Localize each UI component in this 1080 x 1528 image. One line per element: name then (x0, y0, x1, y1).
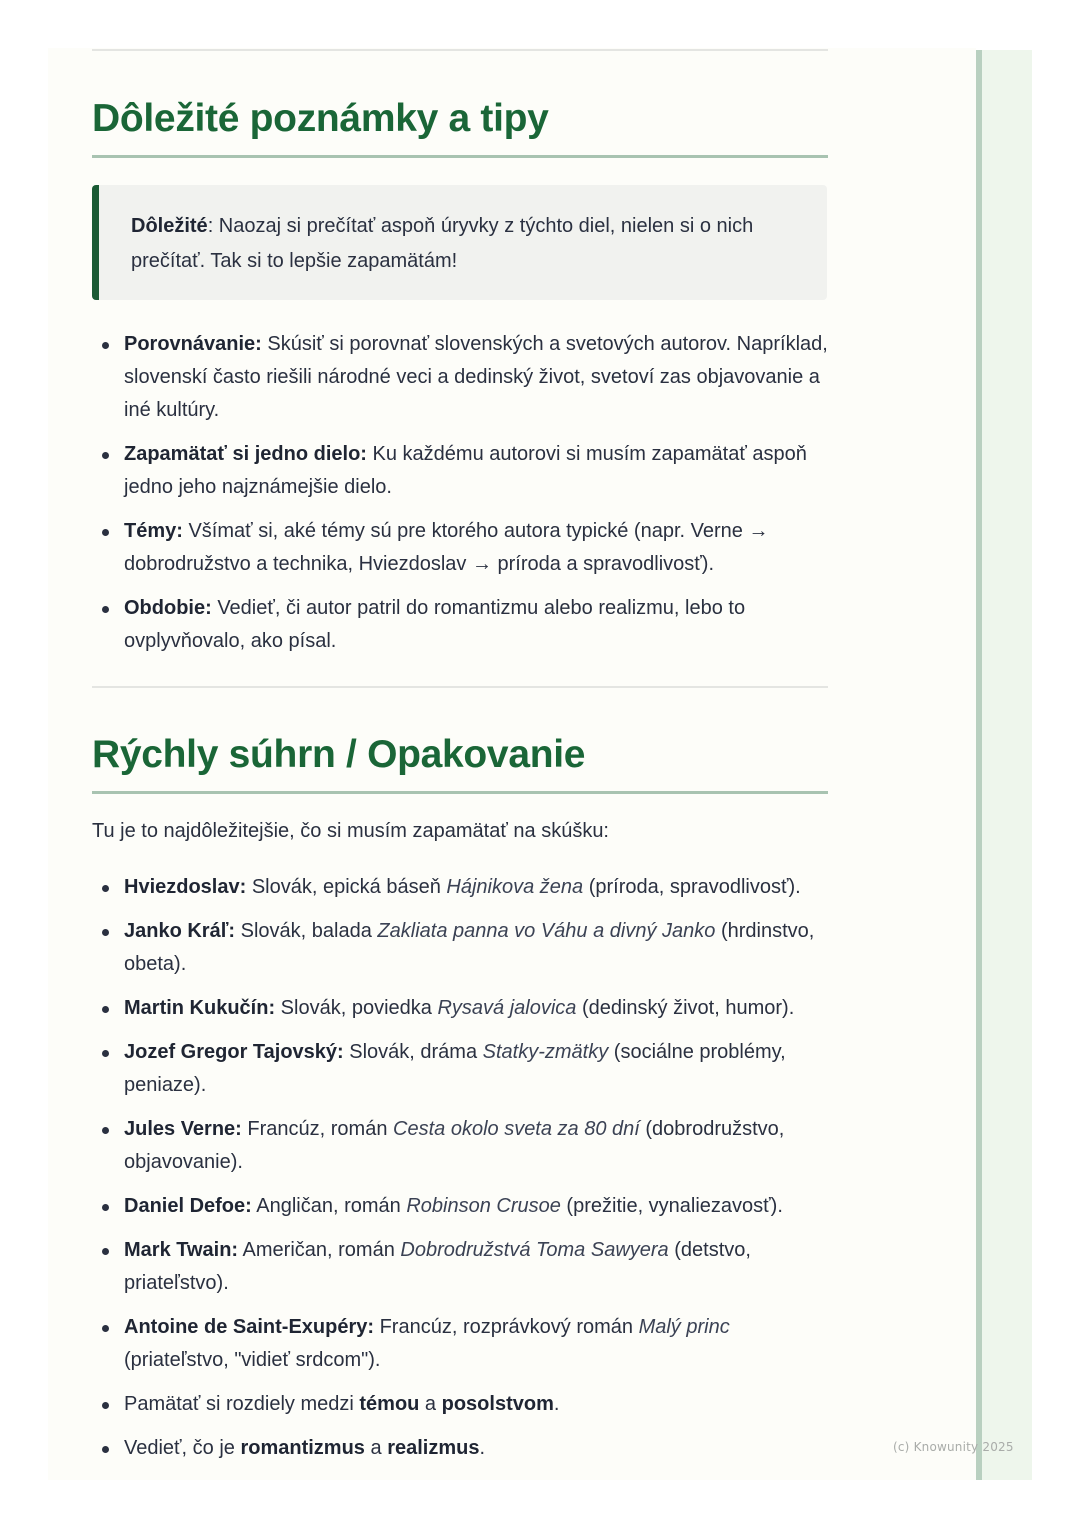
work-themes: (príroda, spravodlivosť). (583, 876, 801, 898)
work-themes: (detstvo, priateľstvo). (124, 1239, 751, 1294)
authors-list (92, 871, 832, 1476)
section-title-summary: Rýchly súhrn / Opakovanie (92, 733, 586, 776)
tip-text: Ku každému autorovi si musím zapamätať aspoň jedno jeho najznámejšie dielo. (124, 443, 807, 498)
list-item (92, 1036, 832, 1102)
list-item (92, 592, 832, 658)
section-title-notes: Dôležité poznámky a tipy (92, 97, 549, 140)
work-themes: (hrdinstvo, obeta). (124, 920, 815, 975)
list-item (92, 1432, 832, 1465)
author-desc: Slovák, dráma (343, 1041, 483, 1063)
work-title: Hájnikova žena (446, 876, 584, 898)
author-name: Jozef Gregor Tajovský: (124, 1041, 344, 1063)
list-item (92, 1311, 832, 1377)
item-text: . (553, 1393, 560, 1415)
item-text: a (364, 1437, 388, 1459)
tip-label: Obdobie: (124, 597, 212, 619)
tip-text: Vedieť, či autor patril do romantizmu alebo realizmu, lebo to ovplyvňovalo, ako písal. (124, 597, 746, 652)
callout-text: : Naozaj si prečítať aspoň úryvky z týchto diel, nielen si o nich prečítať. Tak si to lepšie zapamätám! (131, 215, 754, 272)
work-themes: (priateľstvo, "vidieť srdcom"). (124, 1349, 381, 1371)
author-name: Mark Twain: (124, 1239, 239, 1261)
work-themes: (dobrodružstvo, objavovanie). (124, 1118, 785, 1173)
author-desc: Angličan, román (251, 1195, 407, 1217)
divider-top (92, 49, 828, 51)
author-name: Janko Kráľ: (124, 920, 236, 942)
list-item (92, 1388, 832, 1421)
author-name: Jules Verne: (124, 1118, 242, 1140)
list-item (92, 915, 832, 981)
tip-label: Porovnávanie: (124, 333, 262, 355)
item-text: Vedieť, čo je (124, 1437, 241, 1459)
author-name: Hviezdoslav: (124, 876, 247, 898)
work-title: Cesta okolo sveta za 80 dní (393, 1118, 640, 1140)
list-item (92, 438, 832, 504)
author-desc: Američan, román (238, 1239, 401, 1261)
list-item (92, 1113, 832, 1179)
author-name: Martin Kukučín: (124, 997, 276, 1019)
list-item (92, 871, 832, 904)
term: realizmus (387, 1437, 480, 1459)
item-text: Pamätať si rozdiely medzi (124, 1393, 360, 1415)
title-underline (92, 155, 828, 158)
summary-intro: Tu je to najdôležitejšie, čo si musím zapamätať na skúšku: (92, 820, 609, 842)
work-themes: (prežitie, vynaliezavosť). (560, 1195, 783, 1217)
term: romantizmus (240, 1437, 365, 1459)
author-desc: Slovák, balada (235, 920, 378, 942)
author-desc: Francúz, román (241, 1118, 394, 1140)
work-title: Statky-zmätky (482, 1041, 609, 1063)
term: posolstvom (441, 1393, 554, 1415)
divider-middle (92, 686, 828, 688)
author-desc: Slovák, epická báseň (246, 876, 447, 898)
list-item (92, 992, 832, 1025)
author-desc: Francúz, rozprávkový román (374, 1316, 639, 1338)
author-desc: Slovák, poviedka (275, 997, 438, 1019)
work-title: Dobrodružstvá Toma Sawyera (400, 1239, 669, 1261)
tip-label: Témy: (124, 520, 183, 542)
work-title: Malý princ (638, 1316, 730, 1338)
important-callout (92, 185, 827, 300)
work-themes: (sociálne problémy, peniaze). (124, 1041, 786, 1096)
author-name: Antoine de Saint-Exupéry: (124, 1316, 375, 1338)
list-item (92, 328, 832, 427)
list-item (92, 1190, 832, 1223)
work-title: Rysavá jalovica (437, 997, 577, 1019)
work-title: Robinson Crusoe (406, 1195, 561, 1217)
tip-label: Zapamätať si jedno dielo: (124, 443, 367, 465)
tip-text: Skúsiť si porovnať slovenských a svetových autorov. Napríklad, slovenskí často riešili národné veci a dedinský život, svetoví zas objavovanie a iné kultúry. (124, 333, 828, 421)
term: témou (359, 1393, 420, 1415)
title-underline (92, 791, 828, 794)
side-panel (982, 50, 1032, 1480)
copyright-footer: (c) Knowunity 2025 (893, 1440, 1014, 1454)
work-themes: (dedinský život, humor). (576, 997, 795, 1019)
list-item (92, 515, 832, 581)
item-text: . (479, 1437, 486, 1459)
list-item (92, 1234, 832, 1300)
item-text: a (419, 1393, 442, 1415)
work-title: Zakliata panna vo Váhu a divný Janko (377, 920, 716, 942)
tip-text: Všímať si, aké témy sú pre ktorého autora typické (napr. Verne → dobrodružstvo a technika, Hviezdoslav → príroda a spravodlivosť). (124, 520, 769, 575)
author-name: Daniel Defoe: (124, 1195, 252, 1217)
callout-label: Dôležité (131, 215, 208, 237)
tips-list (92, 328, 832, 669)
